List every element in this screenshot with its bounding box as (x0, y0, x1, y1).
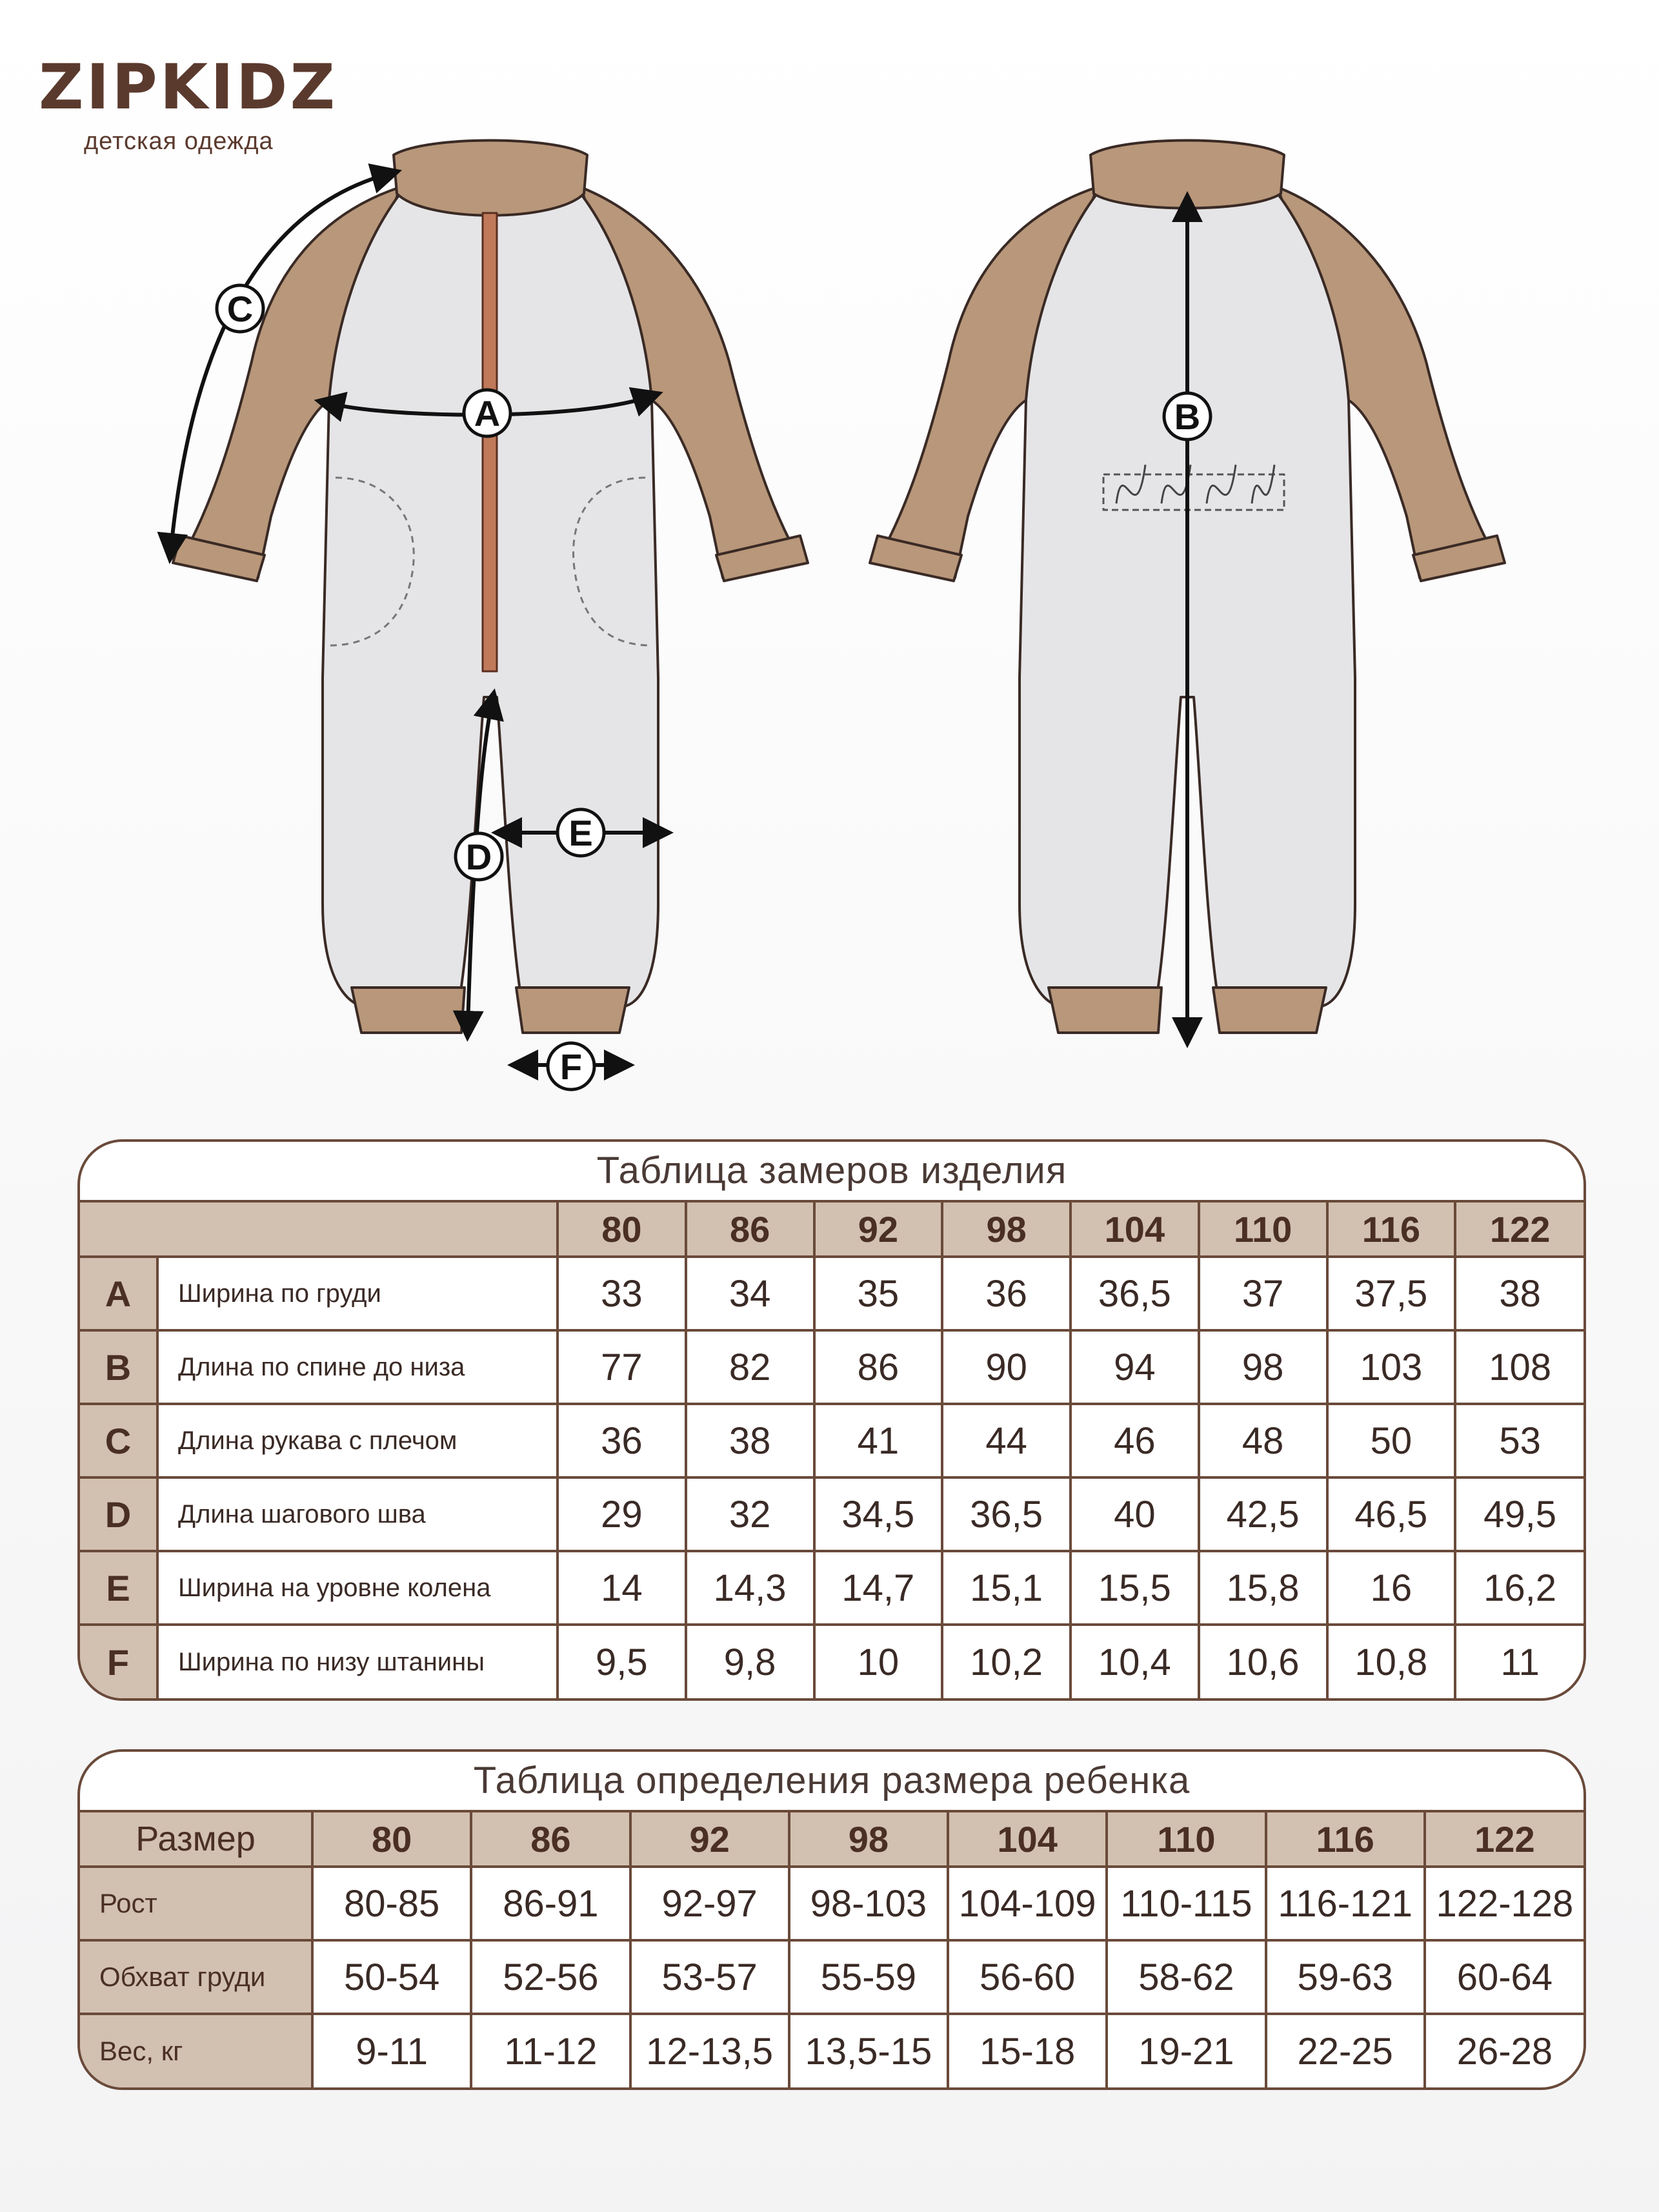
measure-row-letter: F (80, 1625, 157, 1698)
measure-size: 110 (1199, 1201, 1327, 1257)
measure-value: 46,5 (1327, 1477, 1456, 1551)
measure-value: 11 (1455, 1625, 1584, 1698)
size-value: 19-21 (1107, 2014, 1265, 2087)
size-table-grid (80, 1810, 1584, 2087)
size-row-label: Вес, кг (80, 2014, 312, 2087)
label-e-text: E (568, 813, 593, 853)
label-f-text: F (559, 1046, 583, 1087)
measure-value: 82 (686, 1330, 814, 1404)
size-value: 122-128 (1425, 1867, 1584, 1940)
size-value: 98-103 (789, 1867, 948, 1940)
measure-size: 98 (942, 1201, 1071, 1257)
size-size: 86 (471, 1811, 630, 1867)
back-collar (1091, 141, 1284, 208)
measure-value: 38 (1455, 1257, 1584, 1330)
measure-table-grid (80, 1200, 1584, 1698)
size-size: 98 (789, 1811, 948, 1867)
measure-value: 53 (1455, 1404, 1584, 1477)
measure-value: 36 (942, 1257, 1071, 1330)
measure-value: 15,1 (942, 1551, 1071, 1625)
measure-row-label: Ширина по груди (157, 1257, 558, 1330)
size-value: 60-64 (1425, 1940, 1584, 2014)
measure-value: 35 (814, 1257, 943, 1330)
measure-row-label: Длина по спине до низа (157, 1330, 558, 1404)
size-header-row (80, 1811, 1584, 1867)
garment-diagram (0, 123, 1659, 1130)
size-value: 50-54 (312, 1940, 471, 2014)
measure-size: 86 (686, 1201, 814, 1257)
measure-row (80, 1625, 1584, 1698)
size-size: 116 (1266, 1811, 1425, 1867)
size-table (77, 1749, 1586, 2090)
measure-value: 103 (1327, 1330, 1456, 1404)
measure-value: 16 (1327, 1551, 1456, 1625)
size-value: 104-109 (948, 1867, 1107, 1940)
label-b-text: B (1174, 396, 1201, 437)
size-value: 11-12 (471, 2014, 630, 2087)
label-a (464, 390, 510, 436)
measure-row-label: Длина рукава с плечом (157, 1404, 558, 1477)
size-value: 22-25 (1266, 2014, 1425, 2087)
measure-value: 10,2 (942, 1625, 1071, 1698)
measure-value: 32 (686, 1477, 814, 1551)
front-zipper (483, 213, 497, 671)
size-value: 92-97 (630, 1867, 789, 1940)
size-value: 53-57 (630, 1940, 789, 2014)
measure-value: 49,5 (1455, 1477, 1584, 1551)
label-c-text: C (226, 289, 254, 329)
measure-size: 92 (814, 1201, 943, 1257)
size-value: 15-18 (948, 2014, 1107, 2087)
back-left-leg-cuff (1049, 988, 1161, 1033)
measure-value: 36 (558, 1404, 686, 1477)
measure-value: 9,8 (686, 1625, 814, 1698)
label-b (1164, 393, 1211, 440)
size-value: 80-85 (312, 1867, 471, 1940)
size-value: 110-115 (1107, 1867, 1265, 1940)
measure-value: 36,5 (1071, 1257, 1199, 1330)
size-row-label: Рост (80, 1867, 312, 1940)
size-value: 58-62 (1107, 1940, 1265, 2014)
measure-value: 90 (942, 1330, 1071, 1404)
measure-value: 44 (942, 1404, 1071, 1477)
measure-value: 37 (1199, 1257, 1327, 1330)
measure-row (80, 1404, 1584, 1477)
measure-value: 98 (1199, 1330, 1327, 1404)
size-value: 52-56 (471, 1940, 630, 2014)
label-f (548, 1043, 594, 1090)
measure-value: 9,5 (558, 1625, 686, 1698)
measure-value: 48 (1199, 1404, 1327, 1477)
size-size: 92 (630, 1811, 789, 1867)
measure-value: 10,6 (1199, 1625, 1327, 1698)
size-value: 12-13,5 (630, 2014, 789, 2087)
measure-row-label: Ширина по низу штанины (157, 1625, 558, 1698)
measure-row-letter: A (80, 1257, 157, 1330)
measure-value: 34 (686, 1257, 814, 1330)
measure-row-label: Длина шагового шва (157, 1477, 558, 1551)
measure-value: 41 (814, 1404, 943, 1477)
measure-size: 80 (558, 1201, 686, 1257)
size-row (80, 2014, 1584, 2087)
size-value: 9-11 (312, 2014, 471, 2087)
size-size: 122 (1425, 1811, 1584, 1867)
measure-row-label: Ширина на уровне колена (157, 1551, 558, 1625)
size-value: 55-59 (789, 1940, 948, 2014)
size-row-label: Обхват груди (80, 1940, 312, 2014)
label-d-text: D (465, 837, 492, 877)
size-size: 80 (312, 1811, 471, 1867)
measure-value: 14,7 (814, 1551, 943, 1625)
measure-value: 77 (558, 1330, 686, 1404)
brand-name: ZIPKIDZ (39, 51, 338, 123)
measure-table (77, 1139, 1586, 1701)
measure-row-letter: D (80, 1477, 157, 1551)
measure-row (80, 1330, 1584, 1404)
size-row (80, 1940, 1584, 2014)
size-value: 116-121 (1266, 1867, 1425, 1940)
back-right-leg-cuff (1213, 988, 1326, 1033)
measure-value: 14,3 (686, 1551, 814, 1625)
measure-header-row (80, 1201, 1584, 1257)
measure-value: 86 (814, 1330, 943, 1404)
measure-value: 40 (1071, 1477, 1199, 1551)
measure-row (80, 1551, 1584, 1625)
measure-value: 29 (558, 1477, 686, 1551)
size-value: 86-91 (471, 1867, 630, 1940)
size-size: 110 (1107, 1811, 1265, 1867)
size-value: 56-60 (948, 1940, 1107, 2014)
front-right-leg-cuff (516, 988, 629, 1033)
label-e (558, 809, 604, 856)
size-row (80, 1867, 1584, 1940)
size-value: 13,5-15 (789, 2014, 948, 2087)
size-size: 104 (948, 1811, 1107, 1867)
size-value: 26-28 (1425, 2014, 1584, 2087)
measure-row-letter: E (80, 1551, 157, 1625)
measure-value: 50 (1327, 1404, 1456, 1477)
measure-value: 108 (1455, 1330, 1584, 1404)
size-header-label: Размер (80, 1811, 312, 1867)
size-value: 59-63 (1266, 1940, 1425, 2014)
front-view (173, 141, 808, 1033)
measure-value: 42,5 (1199, 1477, 1327, 1551)
measure-size: 116 (1327, 1201, 1456, 1257)
measure-row-letter: B (80, 1330, 157, 1404)
size-table-title: Таблица определения размера ребенка (473, 1760, 1191, 1801)
label-c (217, 285, 263, 332)
measure-value: 16,2 (1455, 1551, 1584, 1625)
measure-value: 38 (686, 1404, 814, 1477)
measure-row (80, 1257, 1584, 1330)
measure-row (80, 1477, 1584, 1551)
measure-value: 36,5 (942, 1477, 1071, 1551)
measure-value: 46 (1071, 1404, 1199, 1477)
measure-header-empty (80, 1201, 558, 1257)
measure-value: 15,5 (1071, 1551, 1199, 1625)
measure-table-title: Таблица замеров изделия (596, 1150, 1067, 1192)
measure-value: 10 (814, 1625, 943, 1698)
measure-value: 15,8 (1199, 1551, 1327, 1625)
measure-value: 10,8 (1327, 1625, 1456, 1698)
measure-value: 14 (558, 1551, 686, 1625)
label-a-text: A (474, 393, 501, 434)
measure-size: 122 (1455, 1201, 1584, 1257)
measure-value: 10,4 (1071, 1625, 1199, 1698)
measure-value: 94 (1071, 1330, 1199, 1404)
measure-row-letter: C (80, 1404, 157, 1477)
measure-value: 34,5 (814, 1477, 943, 1551)
brand-tagline: детская одежда (84, 128, 274, 155)
measure-value: 33 (558, 1257, 686, 1330)
measure-size: 104 (1071, 1201, 1199, 1257)
front-collar (394, 141, 587, 216)
label-d (456, 833, 502, 880)
front-left-leg-cuff (352, 988, 465, 1033)
measure-value: 37,5 (1327, 1257, 1456, 1330)
